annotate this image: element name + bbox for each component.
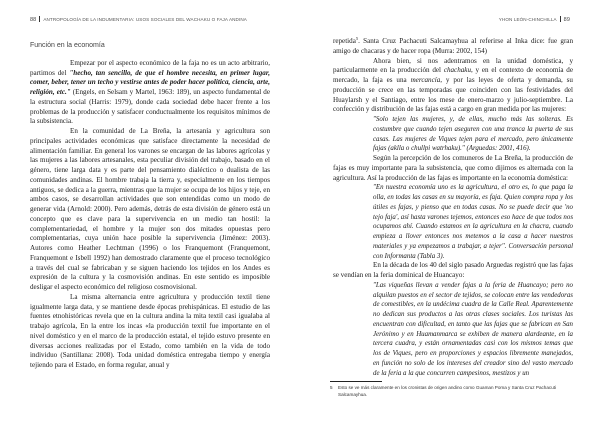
paragraph-text: Ahora bien, si nos adentramos en la unidad doméstica, y particularmente en la producción del [333, 56, 573, 75]
paragraph: Según la percepción de los comuneros de La Breña, la producción de fajas es muy importante para la subsistencia, que como dijimos es alternada con la agricultura. Así la producción de las fajas es importante en la economía doméstica: [333, 154, 573, 182]
paragraph-text: . Santa Cruz Pachacuti Salcamayhua al referirse al Inka dice: fue gran amigo de chacaras y de hacer ropa (Murra: 2002, 154) [333, 37, 573, 55]
paragraph: En la década de los 40 del siglo pasado Arguedas registró que las fajas se vendían en la feria dominical de Huancayo: [333, 261, 573, 279]
right-page [300, 0, 600, 425]
paragraph-text: Empezar por el aspecto económico de la faja no es un acto arbitrario, partimos del [30, 58, 270, 77]
block-quote: "Las viqueñas llevan a vender fajas a la feria de Huancayo; pero no alquilan puestos en el sector de tejidos, se colocan entre las vendedoras de comestibles, en la undécima cuadra de la Calle Real. Aparentemente no dedican sus productos a las otras clases sociales. Los turistas las encuentran con dificultad, en tanto que las fajas que se fabrican en San Jerónimo y en Huamanmarca se exhiben de manera alardeante, en la tercera cuadra, y están ornamentadas casi con los mismos temas que los de Viques, pero en proporciones y espacios libremente manejados, en función no solo de los intereses del creador sino del vasto mercado de la feria a la que concurren campesinos, mestizos y un [373, 281, 573, 377]
paragraph-text: repetida [333, 37, 356, 45]
paragraph: La misma alternancia entre agricultura y producción textil tiene igualmente larga data, y se mantiene desde épocas prehispánicas. El estudio de las fuentes etnohistóricas revela que en la cultura andina la mita textil casi igualaba al trabajo agrícola, En la entre los incas «la producción textil fue importante en el nivel doméstico y en el marco de la producción estatal, el tejido estuvo presente en diversas acciones realizadas por el Estado, como también en la vida de todo individuo (Santillana: 2008). Toda unidad doméstica entregaba tiempo y energía tejiendo para el Estado, en forma regular, anual y [30, 292, 270, 369]
left-running-head [30, 16, 247, 23]
section-title: Función en la economía [30, 42, 105, 49]
paragraph: En la comunidad de La Breña, la artesanía y agricultura son principales actividades económicas que satisface directamente la necesidad de alimentación familiar. En general los varones se encargan de las labores agrícolas y las mujeres a las labores artesanales, esta peculiar división del trabajo, basado en el género, tiene larga data y es parte del pensamiento dialéctico o dualista de las comunidades andinas. El hombre trabaja la tierra y, especialmente en los tiempos antiguos, se dedica a la guerra, mientras que la mujer se ocupa de los hijos y teje, en ambos casos, se desarrollan actividades que son entendidas como un modo de generar vida (Arnold: 2000). Pero además, detrás de esta división de género está un concepto que es clave para la supervivencia en un medio tan hostil: la complementariedad, el hombre y la mujer son dos mitades opuestas pero complementarias, cuya unión hace posible la supervivencia (Jiménez: 2003). Autores como Heather Lechtman (1996) o los Franquemont (Franquemont, Franquemont e Isbell 1992) han demostrado claramente que el proceso tecnológico a través del cual se fabricaban y se siguen haciendo los tejidos en los Andes es expresión de la cultura y la cosmovisión andinas. En este sentido es imposible desligar el aspecto económico del religioso cosmovisional. [30, 127, 270, 291]
paragraph-text: , y por las leyes de oferta y demanda, su producción se crece en las temporadas que coinciden con las festividades del Huaylarsh y el Santiago, entre los mese de enero-marzo y julio-septiembre. La confección y distribución de las fajas está a cargo en gran medida por las mujeres: [333, 76, 573, 114]
block-quote: "Solo tejen las mujeres, y, de ellas, mucho más las solteras. Es costumbre que cuando tejen aseguren con una tranca la puerta de sus casas. Las mujeres de Viques tejen para el mercado, pero únicamente fajas (aklla o chullpi watrhaku)." (Arguedas: 2001, 416). [373, 116, 573, 153]
footnote-text: Esto se ve más claramente en los cronistas de origen andino como Guaman Poma y Santa Cruz Pachacuti Salcamayhua. [338, 385, 557, 397]
paragraph [333, 37, 573, 57]
book-title: ANTROPOLOGÍA DE LA INDUMENTARIA: USOS SOCIALES DEL WACHAKU O FAJA ANDINA [43, 17, 247, 22]
footnote-number: 5 [330, 385, 333, 390]
left-page-content [30, 41, 270, 371]
right-running-head [499, 16, 570, 23]
footnote-ref[interactable]: 5 [355, 36, 359, 41]
paragraph-text: , y en el contexto de economía de mercado, la faja es una [333, 66, 573, 84]
italic-term: chachaku [443, 66, 471, 75]
paragraph [333, 57, 573, 116]
paragraph-text: (Engels, en Selsam y Martel, 1963: 189), un aspecto fundamental de la estructura social (Harris: 1979), donde cada sociedad debe hacer frente a los problemas de la producción y satisfacer conductualmente los requisitos mínimos de la subsistencia. [30, 88, 270, 126]
right-page-content [333, 37, 573, 378]
footnote-divider [330, 381, 382, 382]
divider-bar [39, 16, 40, 22]
page-number: 89 [563, 17, 570, 23]
paragraph [30, 59, 270, 127]
block-quote: "En nuestra economía uno es la agricultura, el otro es, lo que paga la olla, en todas las casas en su mayoría, es faja. Quien compra ropa y los útiles es fajas, y pienso que en todas casas. No se puede decir que 'no tejo faja', así hasta varones tejemos, entonces eso hace de que todos nos ocupamos ahí. Cuando estamos en la agricultura en la chacra, cuando empieza a llover entonces nos metemos a la casa a hacer nuestros materiales y ya empezamos a trabajar, a tejer". Conversación personal con Informanta (Tabla 3). [373, 184, 573, 260]
footnote [330, 385, 575, 398]
page-number: 88 [30, 17, 37, 23]
divider-bar [560, 16, 561, 22]
author-name: YHON LEÓN-CHINCHILLA [498, 17, 557, 22]
italic-term: mercancía [410, 76, 441, 84]
engels-quote: "hecho, tan sencillo, de que el hombre necesita, en primer lugar, comer, beber, tener un techo y vestirse antes de poder hacer política, ciencia, arte, religión, etc." [30, 68, 270, 96]
